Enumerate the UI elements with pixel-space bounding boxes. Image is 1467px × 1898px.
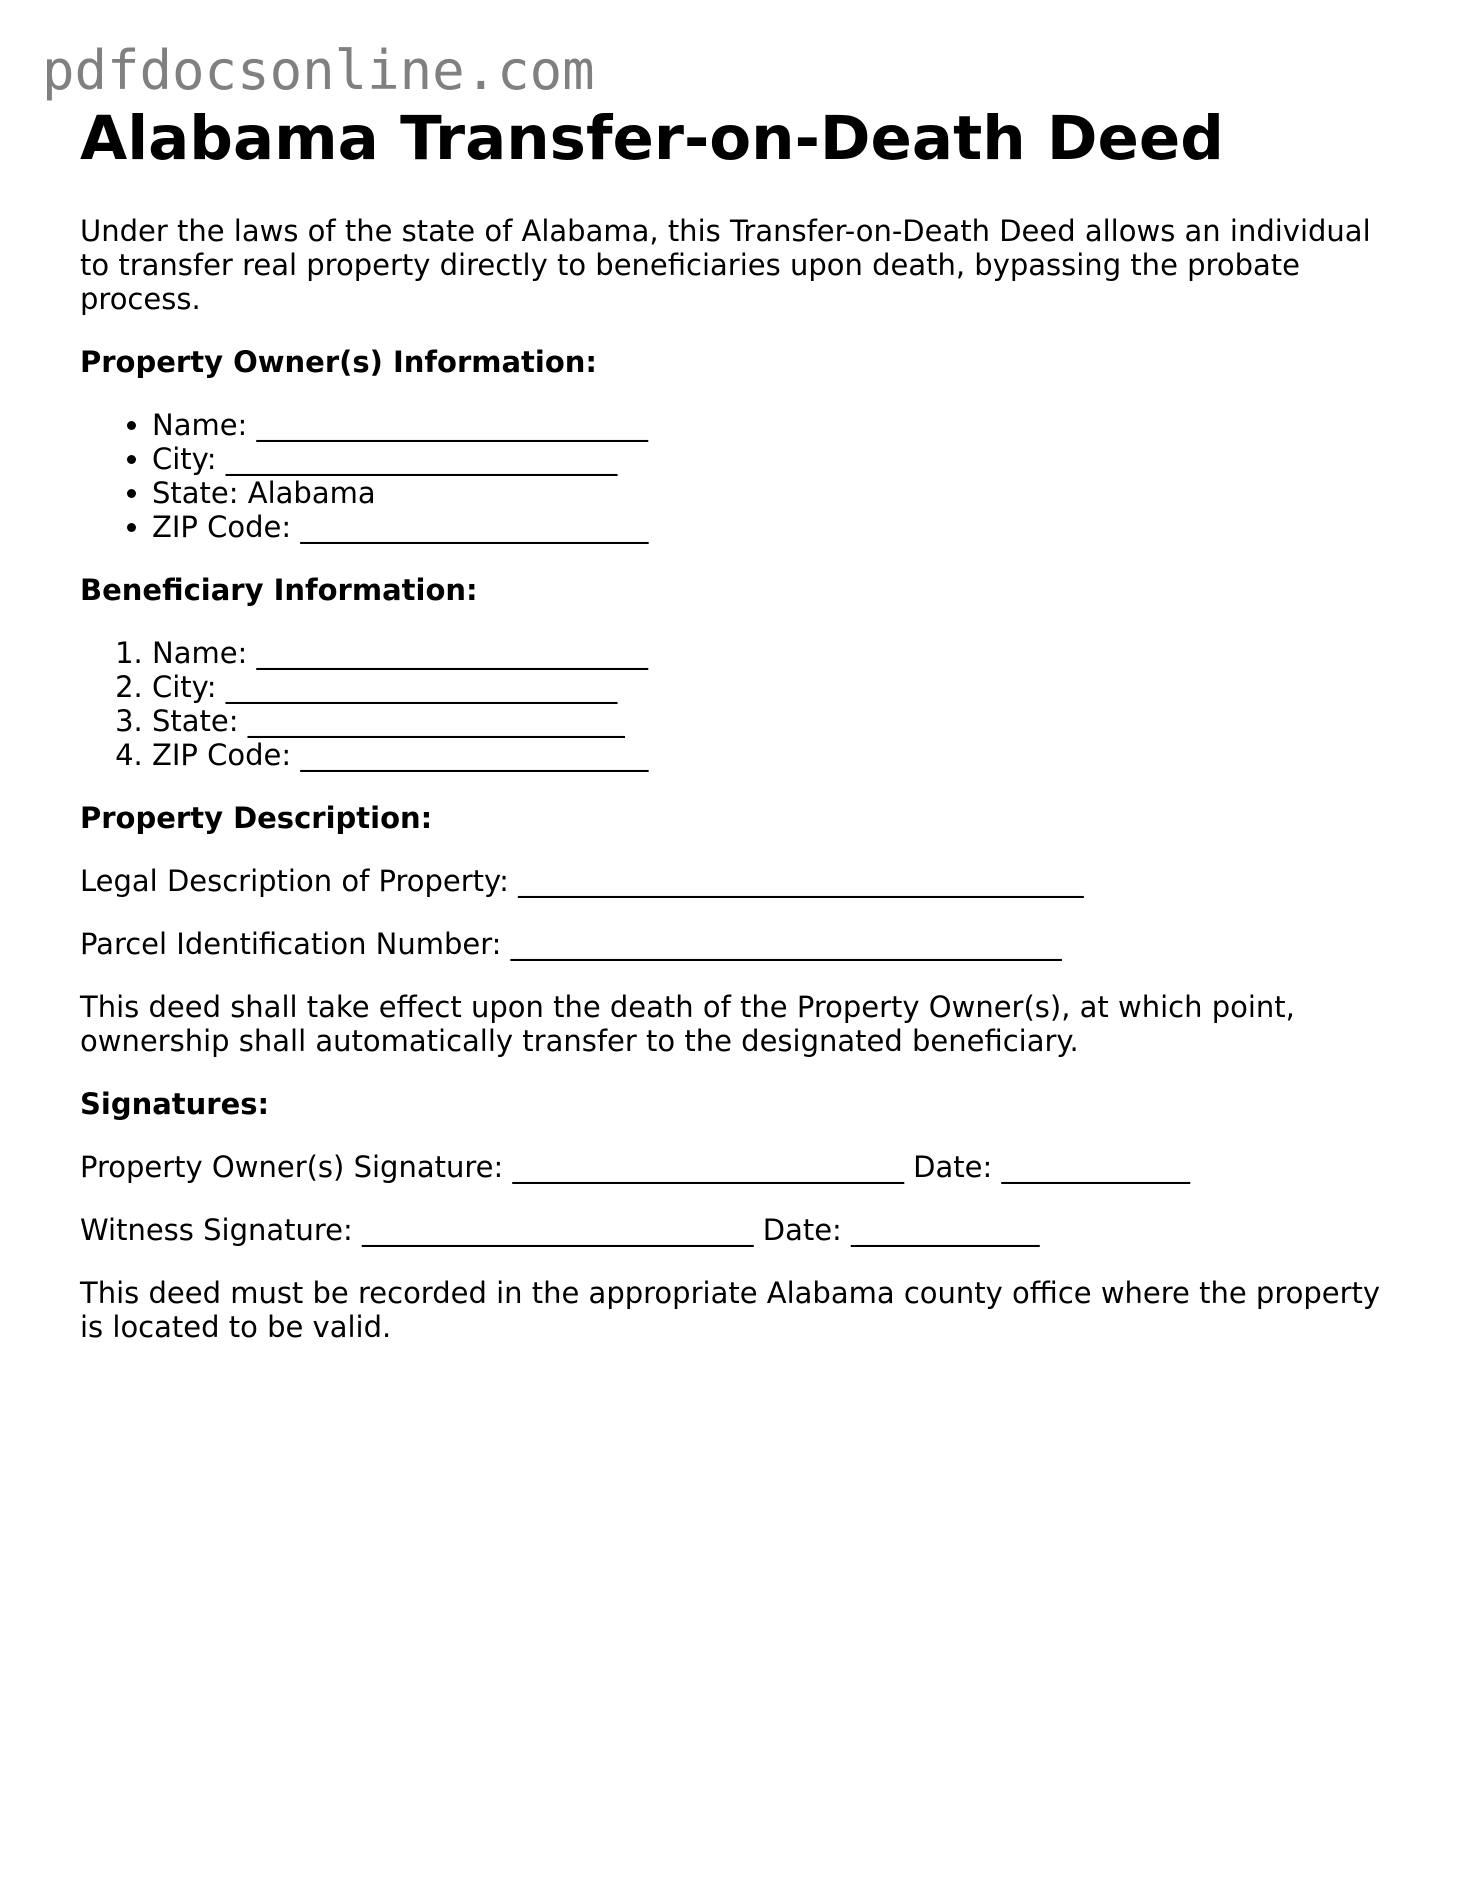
owner-info-list	[80, 408, 1390, 544]
legal-description-field: Legal Description of Property: _______________________________________	[80, 864, 1084, 898]
beneficiary-state-field: 3. State: __________________________	[152, 704, 1390, 738]
owner-section-heading: Property Owner(s) Information:	[80, 345, 598, 379]
owner-name-field: • Name: ___________________________	[152, 408, 1390, 442]
property-section-heading: Property Description:	[80, 801, 433, 835]
intro-paragraph: Under the laws of the state of Alabama, this Transfer-on-Death Deed allows an individual to transfer real property directly to beneficiaries upon death, bypassing the probate process.	[80, 214, 1371, 316]
beneficiary-section-heading: Beneficiary Information:	[80, 573, 478, 607]
owner-zip-field: • ZIP Code: ________________________	[152, 510, 1390, 544]
owner-state-field: • State: Alabama	[152, 476, 1390, 510]
owner-signature-line: Property Owner(s) Signature: ___________________________ Date: _____________	[80, 1150, 1190, 1184]
parcel-number-field: Parcel Identification Number: ______________________________________	[80, 927, 1062, 961]
document-body	[80, 104, 1390, 1344]
beneficiary-name-field: 1. Name: ___________________________	[152, 636, 1390, 670]
watermark: pdfdocsonline.com	[42, 39, 595, 102]
beneficiary-zip-field: 4. ZIP Code: ________________________	[152, 738, 1390, 772]
witness-signature-line: Witness Signature: ___________________________ Date: _____________	[80, 1213, 1040, 1247]
owner-city-field: • City: ___________________________	[152, 442, 1390, 476]
beneficiary-city-field: 2. City: ___________________________	[152, 670, 1390, 704]
beneficiary-info-list	[80, 636, 1390, 772]
effect-paragraph: This deed shall take effect upon the death of the Property Owner(s), at which point, ownership shall automatically transfer to the designated beneficiary.	[80, 990, 1295, 1058]
recording-paragraph: This deed must be recorded in the appropriate Alabama county office where the property is located to be valid.	[80, 1276, 1381, 1344]
document-title: Alabama Transfer-on-Death Deed	[80, 103, 1224, 174]
signatures-section-heading: Signatures:	[80, 1087, 270, 1121]
